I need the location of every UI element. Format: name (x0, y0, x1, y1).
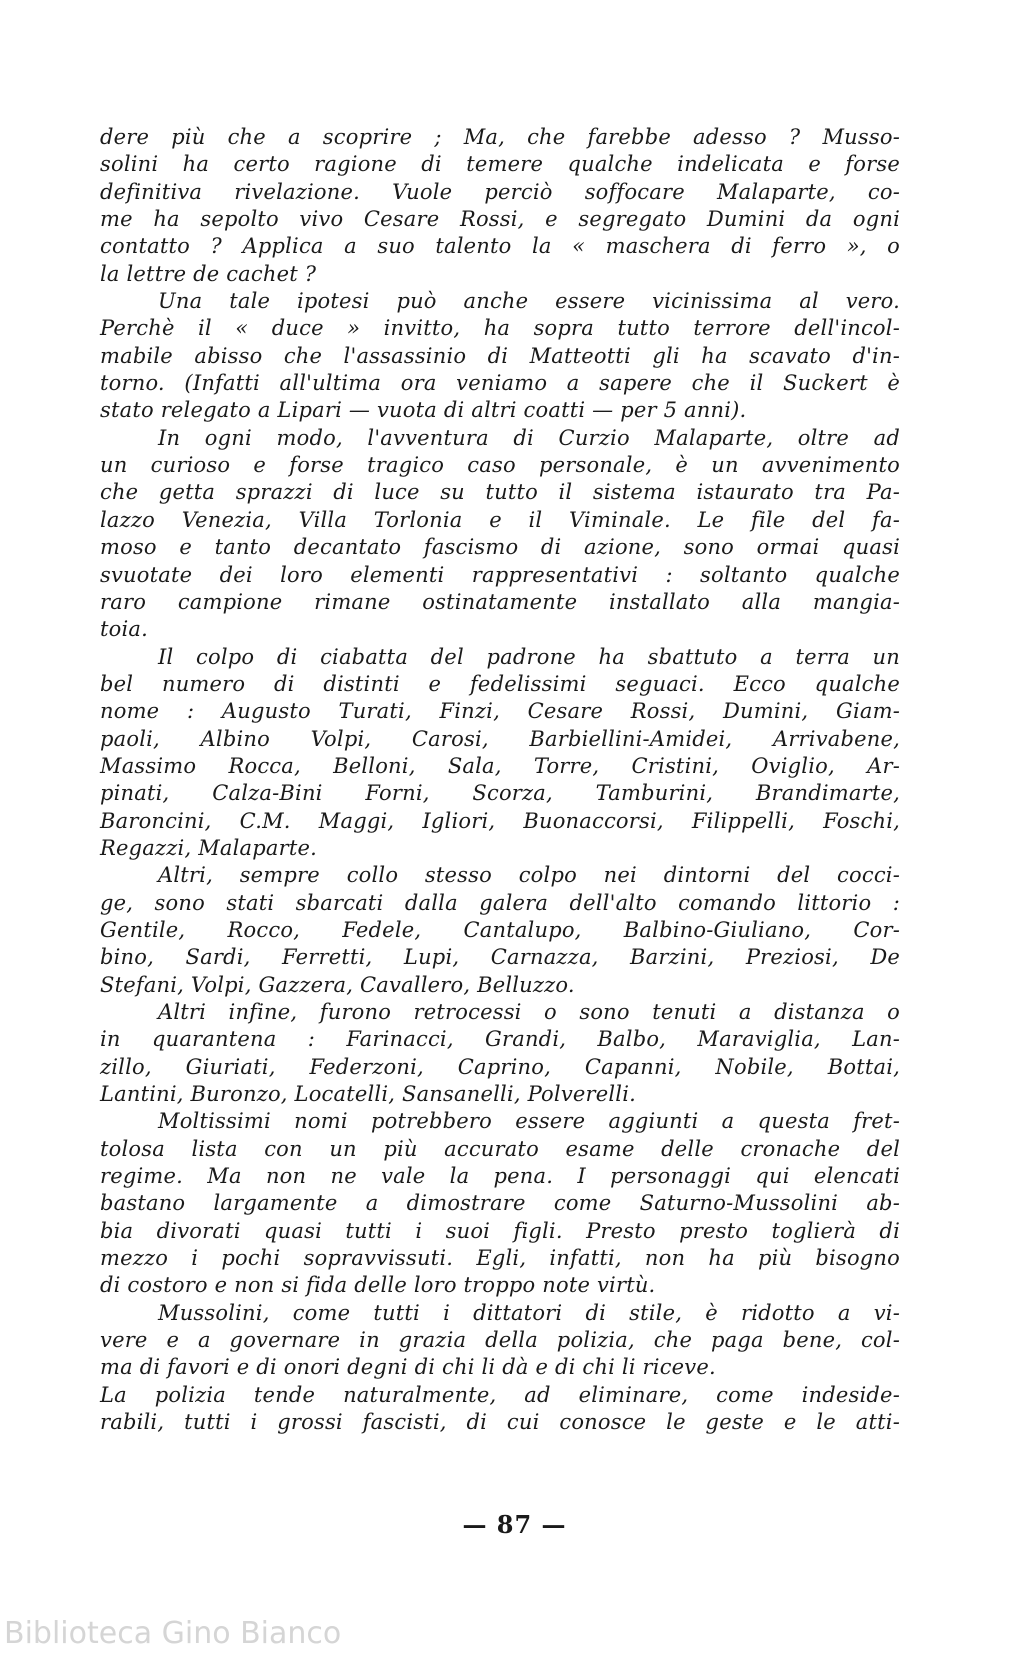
text-line: La polizia tende naturalmente, ad eliminare, come indeside- (100, 1382, 900, 1407)
text-line: ge, sono stati sbarcati dalla galera dell'alto comando littorio : (100, 890, 900, 915)
text-line: definitiva rivelazione. Vuole perciò soffocare Malaparte, co- (100, 179, 900, 204)
text-line: regime. Ma non ne vale la pena. I personaggi qui elencati (100, 1164, 900, 1189)
text-line: me ha sepolto vivo Cesare Rossi, e segregato Dumini da ogni (100, 207, 900, 232)
text-line: stato relegato a Lipari — vuota di altri coatti — per 5 anni). (100, 398, 747, 423)
text-line: svuotate dei loro elementi rappresentativi : soltanto qualche (100, 562, 900, 587)
text-line: tolosa lista con un più accurato esame delle cronache del (100, 1136, 900, 1161)
text-line: Stefani, Volpi, Gazzera, Cavallero, Belluzzo. (100, 972, 575, 997)
text-line: in quarantena : Farinacci, Grandi, Balbo, Maraviglia, Lan- (100, 1027, 900, 1052)
text-line: Moltissimi nomi potrebbero essere aggiunti a questa fret- (158, 1109, 900, 1134)
text-line: moso e tanto decantato fascismo di azione, sono ormai quasi (100, 535, 900, 560)
text-line: la lettre de cachet ? (100, 261, 317, 286)
text-line: pinati, Calza-Bini Forni, Scorza, Tamburini, Brandimarte, (100, 781, 900, 806)
text-line: bel numero di distinti e fedelissimi seguaci. Ecco qualche (100, 671, 900, 696)
text-line: che getta sprazzi di luce su tutto il sistema istaurato tra Pa- (100, 480, 900, 505)
text-line: Baroncini, C.M. Maggi, Igliori, Buonaccorsi, Filippelli, Foschi, (100, 808, 900, 833)
text-line: Altri, sempre collo stesso colpo nei dintorni del cocci- (158, 863, 900, 888)
text-line: In ogni modo, l'avventura di Curzio Malaparte, oltre ad (158, 425, 900, 450)
text-line: Una tale ipotesi può anche essere vicinissima al vero. (158, 289, 900, 314)
text-line: contatto ? Applica a suo talento la « maschera di ferro », o (100, 234, 900, 259)
text-line: raro campione rimane ostinatamente installato alla mangia- (100, 589, 900, 614)
text-line: vere e a governare in grazia della polizia, che paga bene, col- (100, 1328, 900, 1353)
text-line: torno. (Infatti all'ultima ora veniamo a sapere che il Suckert è (100, 371, 900, 396)
text-line: ma di favori e di onori degni di chi li dà e di chi li riceve. (100, 1355, 716, 1380)
text-line: rabili, tutti i grossi fascisti, di cui conosce le geste e le atti- (100, 1410, 900, 1435)
text-line: Massimo Rocca, Belloni, Sala, Torre, Cristini, Oviglio, Ar- (100, 753, 900, 778)
library-watermark: Biblioteca Gino Bianco (4, 1616, 342, 1651)
text-line: Regazzi, Malaparte. (100, 835, 317, 860)
text-line: paoli, Albino Volpi, Carosi, Barbiellini-Amidei, Arrivabene, (100, 726, 900, 751)
text-line: di costoro e non si fida delle loro troppo note virtù. (100, 1273, 656, 1298)
text-line: bia divorati quasi tutti i suoi figli. Presto presto toglierà di (100, 1218, 900, 1243)
text-line: un curioso e forse tragico caso personale, è un avvenimento (100, 453, 900, 478)
text-line: Altri infine, furono retrocessi o sono tenuti a distanza o (158, 1000, 900, 1024)
text-line: Gentile, Rocco, Fedele, Cantalupo, Balbino-Giuliano, Cor- (100, 917, 900, 942)
text-line: bastano largamente a dimostrare come Saturno-Mussolini ab- (100, 1191, 900, 1216)
text-line: Il colpo di ciabatta del padrone ha sbattuto a terra un (158, 644, 900, 669)
page-number: — 87 — (462, 1510, 567, 1539)
text-line: mezzo i pochi sopravvissuti. Egli, infatti, non ha più bisogno (100, 1246, 900, 1271)
text-line: nome : Augusto Turati, Finzi, Cesare Rossi, Dumini, Giam- (100, 699, 900, 724)
text-line: bino, Sardi, Ferretti, Lupi, Carnazza, Barzini, Preziosi, De (100, 945, 900, 970)
text-line: solini ha certo ragione di temere qualche indelicata e forse (100, 152, 900, 177)
text-line: toia. (100, 617, 148, 642)
text-line: Perchè il « duce » invitto, ha sopra tutto terrore dell'incol- (100, 316, 900, 341)
body-text (100, 124, 900, 1437)
text-line: Mussolini, come tutti i dittatori di stile, è ridotto a vi- (158, 1300, 900, 1325)
text-line: mabile abisso che l'assassinio di Matteotti gli ha scavato d'in- (100, 343, 900, 368)
text-line: zillo, Giuriati, Federzoni, Caprino, Capanni, Nobile, Bottai, (100, 1054, 900, 1079)
text-line: lazzo Venezia, Villa Torlonia e il Viminale. Le file del fa- (100, 507, 900, 532)
text-line: Lantini, Buronzo, Locatelli, Sansanelli, Polverelli. (100, 1082, 636, 1107)
text-line: dere più che a scoprire ; Ma, che farebbe adesso ? Musso- (100, 125, 900, 149)
